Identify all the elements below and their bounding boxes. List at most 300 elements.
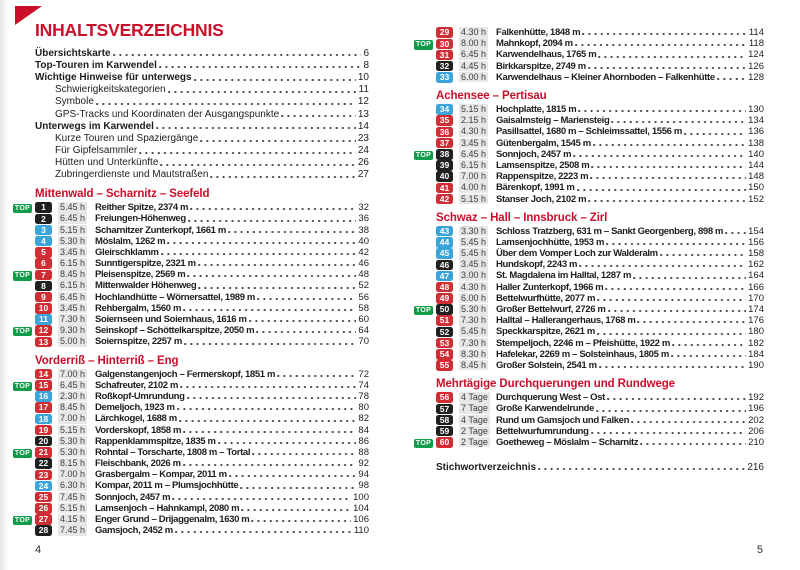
tour-duration-value: 5.15 h	[60, 502, 86, 513]
tour-row	[13, 436, 369, 447]
tour-duration-value: 6.15 h	[60, 280, 86, 291]
tour-number-badge: 59	[436, 426, 453, 437]
tour-row	[13, 514, 369, 525]
tour-duration	[459, 194, 493, 205]
tour-number-badge: 17	[35, 402, 52, 413]
tour-duration	[58, 447, 92, 458]
toc-label: Übersichtskarte	[35, 47, 111, 59]
tour-row	[13, 424, 369, 435]
toc-column-left	[13, 20, 369, 536]
tour-name: Rappenspitze, 2223 m	[496, 171, 589, 183]
tour-row	[414, 138, 764, 149]
tour-duration-value: 7.00 h	[60, 413, 86, 424]
tour-duration	[459, 403, 493, 414]
tour-page-number: 110	[353, 525, 369, 537]
tour-page-number: 94	[358, 469, 369, 481]
tour-number-badge: 27	[35, 514, 52, 525]
tour-duration-value: 5.45 h	[60, 202, 86, 213]
tour-page-number: 84	[358, 424, 369, 436]
dot-leader	[190, 202, 356, 213]
toc-label: Stichwortverzeichnis	[436, 461, 537, 473]
tour-page-number: 150	[748, 182, 764, 194]
dot-leader	[161, 247, 357, 258]
tour-duration-value: 5.30 h	[60, 235, 86, 246]
tour-page-number: 88	[358, 446, 369, 458]
tour-page-number: 56	[358, 291, 369, 303]
tour-duration	[459, 270, 493, 281]
index-entry	[436, 461, 764, 473]
tour-row	[13, 480, 369, 491]
dot-leader	[591, 426, 747, 437]
tour-page-number: 210	[748, 436, 764, 448]
tour-duration-value: 4.30 h	[461, 281, 487, 292]
tour-name: Birkkarspitze, 2749 m	[496, 60, 586, 72]
dot-leader	[606, 237, 746, 248]
tour-row	[414, 27, 764, 38]
tour-number-badge: 16	[35, 391, 52, 402]
tour-duration-value: 5.00 h	[60, 336, 86, 347]
tour-duration-value: 5.15 h	[60, 224, 86, 235]
dot-leader	[168, 84, 357, 96]
tour-page-number: 148	[748, 171, 764, 183]
tour-number-badge: 2	[35, 214, 52, 225]
tour-name: Durchquerung West – Ost	[496, 392, 605, 404]
tour-duration	[459, 392, 493, 403]
tour-page-number: 42	[358, 246, 369, 258]
tour-row	[414, 282, 764, 293]
tour-duration	[58, 514, 92, 525]
section-heading: Schwaz – Hall – Innsbruck – Zirl	[436, 211, 608, 224]
tour-duration	[459, 171, 493, 182]
tour-duration	[459, 182, 493, 193]
toc-row	[35, 120, 369, 132]
tour-number-badge: 43	[436, 226, 453, 237]
tour-duration	[58, 325, 92, 336]
tour-page-number: 74	[358, 379, 369, 391]
tour-duration-value: 5.45 h	[461, 236, 487, 247]
dot-leader	[96, 96, 356, 108]
tour-duration-value: 3.30 h	[461, 225, 487, 236]
toc-page-number: 216	[747, 461, 764, 473]
tour-row	[13, 224, 369, 235]
dot-leader	[633, 270, 746, 281]
tour-duration	[459, 248, 493, 259]
tour-number-badge: 9	[35, 292, 52, 303]
tour-number-badge: 40	[436, 171, 453, 182]
tour-duration	[58, 391, 92, 402]
tour-page-number: 100	[353, 491, 369, 503]
tour-row	[414, 414, 764, 425]
top-badge: TOP	[415, 439, 432, 447]
tour-row	[414, 182, 764, 193]
tour-duration-value: 8.45 h	[461, 359, 487, 370]
tour-page-number: 98	[358, 480, 369, 492]
tour-page-number: 32	[358, 202, 369, 214]
top-badge: TOP	[14, 204, 31, 212]
tour-number-badge: 7	[35, 270, 52, 281]
tour-page-number: 86	[358, 435, 369, 447]
tour-row	[414, 315, 764, 326]
tour-duration-value: 6.45 h	[60, 213, 86, 224]
tour-row	[13, 447, 369, 458]
tour-duration	[58, 258, 92, 269]
tour-page-number: 182	[748, 337, 764, 349]
tour-duration	[58, 247, 92, 258]
tour-duration-value: 5.45 h	[461, 248, 487, 259]
tour-duration	[58, 413, 92, 424]
top-badge: TOP	[14, 382, 31, 390]
toc-page-number: 26	[357, 157, 369, 169]
tour-duration	[459, 104, 493, 115]
tour-duration-value: 4.15 h	[60, 514, 86, 525]
tour-duration-value: 3.45 h	[60, 246, 86, 257]
dot-leader	[599, 360, 746, 371]
dot-leader	[596, 403, 746, 414]
toc-label: Für Gipfelsammler	[55, 145, 138, 157]
dot-leader	[607, 392, 746, 403]
tour-page-number: 196	[748, 403, 764, 415]
tour-name: Lamsenspitze, 2508 m	[496, 159, 590, 171]
tour-page-number: 156	[748, 236, 764, 248]
tour-name: Hundskopf, 2243 m	[496, 259, 578, 271]
tour-duration-value: 7 Tage	[461, 403, 488, 414]
top-badge: TOP	[14, 449, 31, 457]
tour-page-number: 52	[358, 280, 369, 292]
dot-leader	[588, 61, 746, 72]
tour-number-badge: 18	[35, 414, 52, 425]
tour-page-number: 118	[748, 38, 764, 50]
tour-page-number: 126	[748, 60, 764, 72]
tour-duration	[58, 280, 92, 291]
tour-duration	[58, 425, 92, 436]
tour-name: Schafreuter, 2102 m	[95, 379, 179, 391]
tour-name: Sunntigerspitze, 2321 m	[95, 258, 196, 270]
tour-duration	[58, 369, 92, 380]
tour-duration-value: 2.30 h	[60, 390, 86, 401]
tour-page-number: 92	[358, 458, 369, 470]
dot-leader	[180, 380, 356, 391]
top-badge: TOP	[14, 272, 31, 280]
tour-duration	[58, 202, 92, 213]
tour-name: Mahnkopf, 2094 m	[496, 38, 573, 50]
dot-leader	[611, 115, 746, 126]
toc-page-number: 13	[357, 108, 369, 120]
tour-name: Rund um Gamsjoch und Falken	[496, 414, 630, 426]
tour-duration	[58, 480, 92, 491]
tour-duration-value: 5.45 h	[461, 326, 487, 337]
tour-duration	[58, 402, 92, 413]
page-number-left: 4	[35, 544, 42, 556]
dot-leader	[257, 292, 356, 303]
dot-leader	[590, 171, 746, 182]
tour-duration	[459, 304, 493, 315]
dot-leader	[717, 72, 746, 83]
tour-name: Scharnitzer Zunterkopf, 1661 m	[95, 224, 226, 236]
tour-duration	[459, 27, 493, 38]
dot-leader	[637, 315, 746, 326]
tour-number-badge: 33	[436, 72, 453, 83]
section-heading: Mittenwald – Scharnitz – Seefeld	[35, 188, 210, 201]
tour-name: Stanser Joch, 2102 m	[496, 193, 587, 205]
tour-name: St. Magdalena im Halltal, 1287 m	[496, 270, 632, 282]
tour-number-badge: 12	[35, 325, 52, 336]
tour-number-badge: 29	[436, 27, 453, 38]
tour-duration-value: 6.45 h	[60, 291, 86, 302]
dot-leader	[281, 108, 356, 120]
top-gutter	[13, 447, 35, 459]
tour-duration	[58, 269, 92, 280]
tour-number-badge: 35	[436, 115, 453, 126]
dot-leader	[672, 338, 746, 349]
tour-row	[13, 458, 369, 469]
top-gutter	[414, 38, 436, 50]
tour-page-number: 78	[358, 390, 369, 402]
tour-number-badge: 24	[35, 481, 52, 492]
tour-name: Gleirschklamm	[95, 246, 159, 258]
tour-name: Reither Spitze, 2374 m	[95, 202, 189, 214]
toc-row	[35, 71, 369, 83]
tour-number-badge: 46	[436, 260, 453, 271]
tour-row	[13, 213, 369, 224]
dot-leader	[184, 336, 356, 347]
tour-page-number: 202	[748, 414, 764, 426]
tour-name: Soiernseen und Soiernhaus, 1616 m	[95, 314, 247, 326]
tour-name: Pasillsattel, 1680 m – Schleimssattel, 1556 m	[496, 126, 682, 138]
tour-number-badge: 1	[35, 202, 52, 213]
tour-row	[414, 304, 764, 315]
tour-page-number: 170	[748, 292, 764, 304]
tour-duration-value: 4.45 h	[461, 60, 487, 71]
tour-duration-value: 8.15 h	[60, 458, 86, 469]
tour-number-badge: 42	[436, 194, 453, 205]
tour-name: Über dem Vomper Loch zur Walderalm	[496, 248, 658, 260]
tour-name: Enger Grund – Drijaggenalm, 1630 m	[95, 514, 250, 526]
dot-leader	[640, 437, 746, 448]
dot-leader	[159, 59, 362, 71]
dot-leader	[198, 280, 356, 291]
tour-page-number: 38	[358, 224, 369, 236]
tour-number-badge: 20	[35, 436, 52, 447]
tour-number-badge: 51	[436, 315, 453, 326]
tour-row	[13, 303, 369, 314]
tour-page-number: 36	[358, 213, 369, 225]
toc-row	[55, 132, 369, 144]
dot-leader	[660, 248, 746, 259]
tour-number-badge: 44	[436, 237, 453, 248]
tour-page-number: 164	[748, 270, 764, 282]
dot-leader	[251, 514, 351, 525]
tour-duration-value: 3.45 h	[461, 259, 487, 270]
toc-row	[35, 59, 369, 71]
tour-number-badge: 8	[35, 281, 52, 292]
tour-row	[13, 413, 369, 424]
tour-page-number: 48	[358, 269, 369, 281]
tour-number-badge: 37	[436, 138, 453, 149]
tour-name: Soiernspitze, 2257 m	[95, 336, 182, 348]
tour-name: Stempeljoch, 2246 m – Pfeishütte, 1922 m	[496, 337, 670, 349]
tour-duration-value: 6.45 h	[60, 379, 86, 390]
tour-duration	[58, 469, 92, 480]
tour-name: Fleischbank, 2026 m	[95, 458, 181, 470]
tour-row	[414, 160, 764, 171]
tour-row	[13, 402, 369, 413]
tour-page-number: 82	[358, 413, 369, 425]
tour-duration	[459, 360, 493, 371]
dot-leader	[252, 447, 356, 458]
tour-duration	[58, 525, 92, 536]
tour-page-number: 190	[748, 359, 764, 371]
dot-leader	[605, 282, 746, 293]
tour-name: Rohntal – Torscharte, 1808 m – Tortal	[95, 446, 251, 458]
tour-name: Karwendelhaus, 1765 m	[496, 49, 597, 61]
tour-duration-value: 2.15 h	[461, 115, 487, 126]
dot-leader	[240, 480, 356, 491]
dot-leader	[113, 47, 362, 59]
tour-duration-value: 7.45 h	[60, 525, 86, 536]
tour-name: Hafelekar, 2269 m – Solsteinhaus, 1805 m	[496, 348, 669, 360]
tour-page-number: 180	[748, 326, 764, 338]
dot-leader	[671, 349, 746, 360]
dot-leader	[229, 469, 357, 480]
tour-number-badge: 47	[436, 271, 453, 282]
tour-row	[13, 247, 369, 258]
dot-leader	[241, 503, 351, 514]
tour-duration-value: 7.00 h	[60, 469, 86, 480]
tour-duration-value: 5.15 h	[461, 104, 487, 115]
tour-number-badge: 41	[436, 183, 453, 194]
toc-label: Schwierigkeitskategorien	[55, 84, 166, 96]
tour-number-badge: 38	[436, 149, 453, 160]
dot-leader	[167, 236, 356, 247]
dot-leader	[210, 169, 355, 181]
tour-name: Lamsenjochhütte, 1953 m	[496, 236, 605, 248]
tour-duration-value: 3.45 h	[60, 302, 86, 313]
tour-number-badge: 23	[35, 470, 52, 481]
section-heading: Achensee – Pertisau	[436, 89, 547, 102]
tour-number-badge: 30	[436, 39, 453, 50]
tour-number-badge: 60	[436, 437, 453, 448]
tour-row	[414, 115, 764, 126]
tour-name: Speckkarspitze, 2621 m	[496, 326, 595, 338]
tour-name: Demeljoch, 1923 m	[95, 402, 175, 414]
dot-leader	[591, 160, 746, 171]
tour-name: Karwendelhaus – Kleiner Ahornboden – Falkenhütte	[496, 71, 715, 83]
tour-name: Roßkopf-Umrundung	[95, 390, 185, 402]
dot-leader	[183, 303, 356, 314]
toc-page-number: 27	[357, 169, 369, 181]
toc-page-number: 11	[358, 84, 369, 96]
tour-duration-value: 7.30 h	[461, 315, 487, 326]
toc-column-right	[414, 27, 764, 473]
tour-page-number: 176	[748, 315, 764, 327]
tour-page-number: 114	[748, 27, 764, 39]
tour-row	[13, 380, 369, 391]
tour-duration-value: 5.15 h	[60, 424, 86, 435]
toc-page-number: 10	[357, 71, 369, 83]
dot-leader	[608, 304, 747, 315]
tour-name: Gaisalmsteig – Mariensteig	[496, 115, 610, 127]
tour-duration-value: 6.30 h	[60, 480, 86, 491]
toc-label: Top-Touren im Karwendel	[35, 59, 157, 71]
section-heading: Vorderriß – Hinterriß – Eng	[35, 354, 179, 367]
tour-number-badge: 49	[436, 293, 453, 304]
dot-leader	[579, 259, 746, 270]
tour-page-number: 134	[748, 115, 764, 127]
tour-duration	[459, 349, 493, 360]
top-gutter	[13, 380, 35, 392]
tour-row	[13, 503, 369, 514]
tour-duration	[459, 315, 493, 326]
tour-number-badge: 11	[35, 314, 52, 325]
tour-duration	[58, 436, 92, 447]
toc-page-number: 23	[357, 132, 369, 144]
toc-label: Kurze Touren und Spaziergänge	[55, 132, 199, 144]
tour-duration	[459, 259, 493, 270]
tour-page-number: 154	[748, 225, 764, 237]
tour-name: Seinskopf – Schöttelkarspitze, 2050 m	[95, 325, 255, 337]
top-gutter	[13, 514, 35, 526]
tour-duration	[459, 437, 493, 448]
tour-duration-value: 9.30 h	[60, 325, 86, 336]
toc-row	[55, 145, 369, 157]
tour-row	[414, 126, 764, 137]
top-gutter	[414, 437, 436, 449]
tour-name: Gütenbergalm, 1545 m	[496, 137, 591, 149]
tour-name: Galgenstangenjoch – Fermerskopf, 1851 m	[95, 368, 276, 380]
tour-row	[13, 258, 369, 269]
tour-page-number: 184	[748, 348, 764, 360]
tour-name: Bettelwurfumrundung	[496, 425, 589, 437]
tour-duration	[459, 338, 493, 349]
tour-duration	[459, 115, 493, 126]
tour-row	[414, 237, 764, 248]
tour-number-badge: 52	[436, 327, 453, 338]
tour-page-number: 124	[748, 49, 764, 61]
tour-name: Falkenhütte, 1848 m	[496, 27, 581, 39]
toc-label: Hütten und Unterkünfte	[55, 157, 159, 169]
tour-duration	[459, 426, 493, 437]
dot-leader	[188, 213, 357, 224]
tour-duration	[58, 225, 92, 236]
dot-leader	[139, 145, 356, 157]
tour-name: Freiungen-Höhenweg	[95, 213, 186, 225]
tour-duration-value: 6.45 h	[461, 148, 487, 159]
toc-page-number: 8	[363, 59, 369, 71]
tour-page-number: 144	[748, 159, 764, 171]
tour-number-badge: 3	[35, 225, 52, 236]
toc-row	[55, 157, 369, 169]
top-gutter	[13, 269, 35, 281]
dot-leader	[187, 269, 356, 280]
toc-page-number: 6	[363, 47, 369, 59]
tour-page-number: 130	[748, 104, 764, 116]
tour-duration	[459, 326, 493, 337]
tour-duration	[58, 303, 92, 314]
dot-leader	[598, 49, 746, 60]
tour-name: Sonnjoch, 2457 m	[95, 491, 171, 503]
tour-page-number: 46	[358, 258, 369, 270]
tour-duration	[58, 236, 92, 247]
tour-page-number: 72	[358, 368, 369, 380]
dot-leader	[582, 27, 747, 38]
tour-number-badge: 4	[35, 236, 52, 247]
toc-page-number: 24	[357, 145, 369, 157]
tour-duration	[58, 503, 92, 514]
tour-row	[13, 280, 369, 291]
tour-row	[13, 369, 369, 380]
dot-leader	[200, 132, 356, 144]
tour-number-badge: 28	[35, 525, 52, 536]
